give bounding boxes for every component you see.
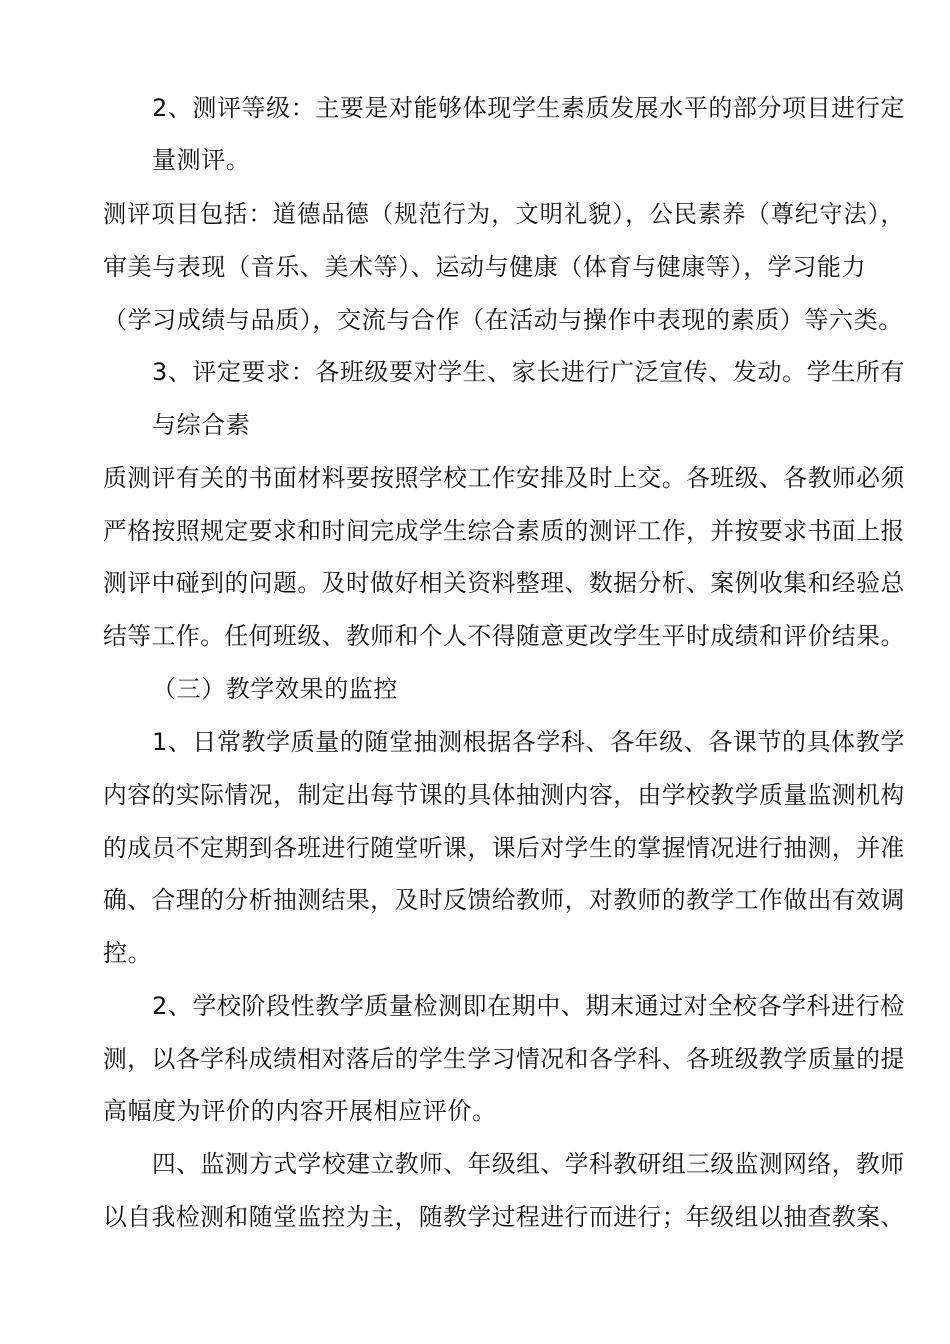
- text-line: 1、日常教学质量的随堂抽测根据各学科、各年级、各课节的具体教学: [152, 728, 905, 756]
- text-line: 测评中碰到的问题。及时做好相关资料整理、数据分析、案例收集和经验总: [103, 569, 905, 597]
- text-line: 的成员不定期到各班进行随堂听课，课后对学生的掌握情况进行抽测，并准: [103, 834, 905, 862]
- text-line: 测评项目包括：道德品德（规范行为，文明礼貌），公民素养（尊纪守法），: [103, 200, 905, 228]
- text-line: 2、学校阶段性教学质量检测即在期中、期末通过对全校各学科进行检: [152, 992, 905, 1020]
- text-line: 2、测评等级：主要是对能够体现学生素质发展水平的部分项目进行定: [152, 94, 905, 122]
- text-line: 四、监测方式学校建立教师、年级组、学科教研组三级监测网络，教师: [152, 1150, 905, 1178]
- text-line: 确、合理的分析抽测结果，及时反馈给教师，对教师的教学工作做出有效调: [103, 886, 905, 914]
- text-line: 控。: [103, 939, 153, 967]
- text-line: （学习成绩与品质），交流与合作（在活动与操作中表现的素质）等六类。: [103, 306, 903, 334]
- text-line: 量测评。: [152, 146, 251, 174]
- section-heading: （三）教学效果的监控: [152, 675, 398, 703]
- text-line: 3、评定要求：各班级要对学生、家长进行广泛宣传、发动。学生所有: [152, 358, 905, 386]
- text-line: 内容的实际情况，制定出每节课的具体抽测内容，由学校教学质量监测机构: [103, 781, 905, 809]
- text-line: 以自我检测和随堂监控为主，随教学过程进行而进行；年级组以抽查教案、: [103, 1203, 905, 1231]
- text-line: 质测评有关的书面材料要按照学校工作安排及时上交。各班级、各教师必须: [103, 464, 905, 492]
- text-line: 与综合素: [152, 411, 251, 439]
- text-line: 高幅度为评价的内容开展相应评价。: [103, 1097, 497, 1125]
- text-line: 测，以各学科成绩相对落后的学生学习情况和各学科、各班级教学质量的提: [103, 1045, 905, 1073]
- text-line: 严格按照规定要求和时间完成学生综合素质的测评工作，并按要求书面上报: [103, 517, 905, 545]
- text-line: 审美与表现（音乐、美术等）、运动与健康（体育与健康等），学习能力: [103, 253, 867, 281]
- text-line: 结等工作。任何班级、教师和个人不得随意更改学生平时成绩和评价结果。: [103, 622, 905, 650]
